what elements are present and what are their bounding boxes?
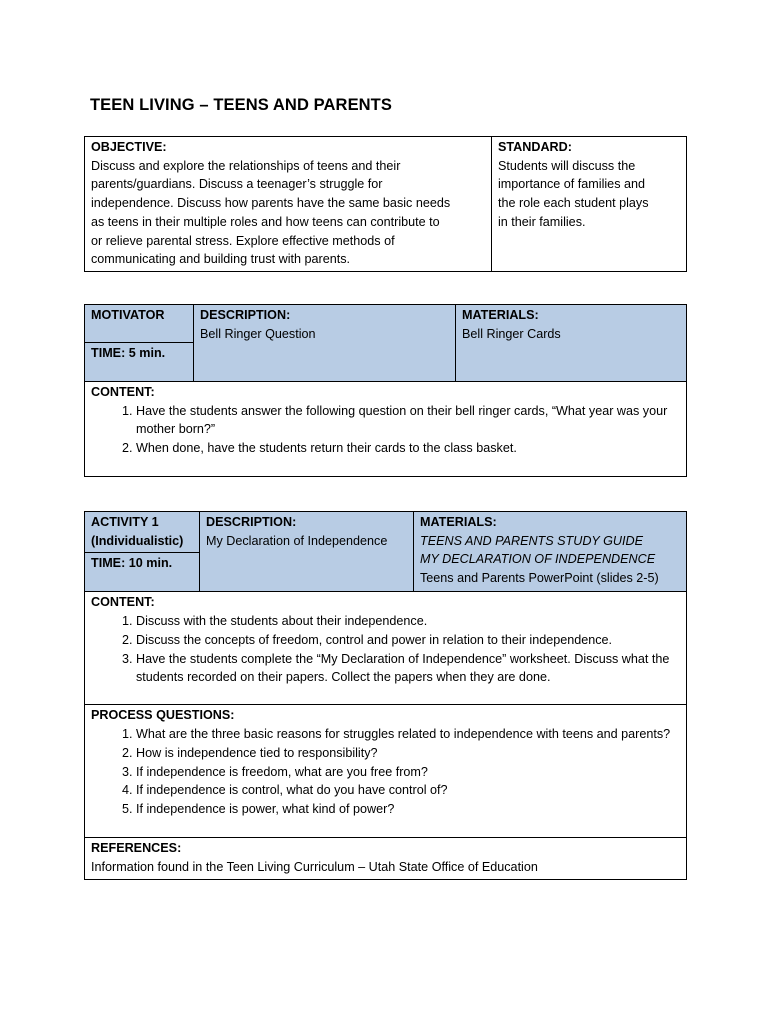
activity1-description-label: DESCRIPTION: (206, 515, 297, 529)
motivator-label: MOTIVATOR (85, 305, 194, 343)
standard-label: STANDARD: (498, 140, 572, 154)
activity1-content-label: CONTENT: (91, 595, 155, 610)
list-item: 1. What are the three basic reasons for struggles related to independence with teens and parents? (136, 725, 680, 744)
activity1-description-cell (200, 512, 414, 592)
standard-line: Students will discuss the (498, 158, 636, 173)
motivator-materials-label: MATERIALS: (462, 308, 539, 322)
references-label: REFERENCES: (91, 841, 182, 856)
objective-line: or relieve parental stress. Explore effective methods of (91, 233, 395, 248)
list-item: 4. If independence is control, what do you have control of? (136, 781, 680, 800)
motivator-time: TIME: 5 min. (85, 343, 194, 382)
motivator-content-list (91, 402, 680, 458)
motivator-description: Bell Ringer Question (200, 326, 316, 341)
motivator-materials: Bell Ringer Cards (462, 326, 561, 341)
list-item: 1. Discuss with the students about their independence. (136, 612, 680, 631)
references-cell (85, 838, 687, 879)
list-item: 5. If independence is power, what kind of power? (136, 800, 680, 819)
page-title: TEEN LIVING – TEENS AND PARENTS (90, 96, 392, 114)
materials-item: MY DECLARATION OF INDEPENDENCE (420, 552, 656, 567)
objective-line: parents/guardians. Discuss a teenager’s struggle for (91, 177, 383, 192)
objective-line: independence. Discuss how parents have the same basic needs (91, 196, 451, 211)
activity1-content-cell (85, 592, 687, 705)
list-item: 2. Discuss the concepts of freedom, control and power in relation to their independence. (136, 631, 680, 650)
references-text: Information found in the Teen Living Curriculum – Utah State Office of Education (91, 860, 538, 875)
activity1-description: My Declaration of Independence (206, 533, 388, 548)
process-questions-cell (85, 705, 687, 838)
list-item: 3. If independence is freedom, what are you free from? (136, 763, 680, 782)
activity1-time: TIME: 10 min. (85, 553, 200, 592)
list-item: 1. Have the students answer the following question on their bell ringer cards, “What year was your mother born?” (136, 402, 680, 439)
materials-item: Teens and Parents PowerPoint (slides 2-5) (420, 571, 659, 586)
objective-line: communicating and building trust with parents. (91, 252, 351, 267)
motivator-content-cell (85, 382, 687, 477)
activity1-sublabel: (Individualistic) (91, 533, 184, 548)
list-item: 2. When done, have the students return their cards to the class basket. (136, 439, 680, 458)
activity1-materials-cell (414, 512, 687, 592)
standard-line: in their families. (498, 214, 586, 229)
objective-standard-table (84, 136, 687, 272)
objective-line: as teens in their multiple roles and how teens can contribute to (91, 214, 440, 229)
objective-line: Discuss and explore the relationships of teens and their (91, 158, 401, 173)
activity1-label: ACTIVITY 1 (91, 515, 159, 529)
process-questions-list (91, 725, 680, 819)
standard-line: importance of families and (498, 177, 645, 192)
process-questions-label: PROCESS QUESTIONS: (91, 708, 235, 723)
motivator-materials-cell (456, 305, 687, 382)
motivator-description-cell (194, 305, 456, 382)
materials-item: TEENS AND PARENTS STUDY GUIDE (420, 533, 643, 548)
activity1-table (84, 511, 687, 880)
list-item: 2. How is independence tied to responsibility? (136, 744, 680, 763)
list-item: 3. Have the students complete the “My Declaration of Independence” worksheet. Discuss what the students recorded on their papers. Collect the papers when they are done. (136, 650, 680, 687)
objective-label: OBJECTIVE: (91, 140, 167, 154)
motivator-table (84, 304, 687, 477)
motivator-content-label: CONTENT: (91, 385, 155, 399)
activity1-content-list (91, 612, 680, 687)
motivator-description-label: DESCRIPTION: (200, 308, 291, 322)
standard-cell (492, 137, 687, 272)
objective-cell (85, 137, 492, 272)
activity1-materials-label: MATERIALS: (420, 515, 497, 529)
activity1-label-cell (85, 512, 200, 553)
standard-line: the role each student plays (498, 196, 649, 211)
